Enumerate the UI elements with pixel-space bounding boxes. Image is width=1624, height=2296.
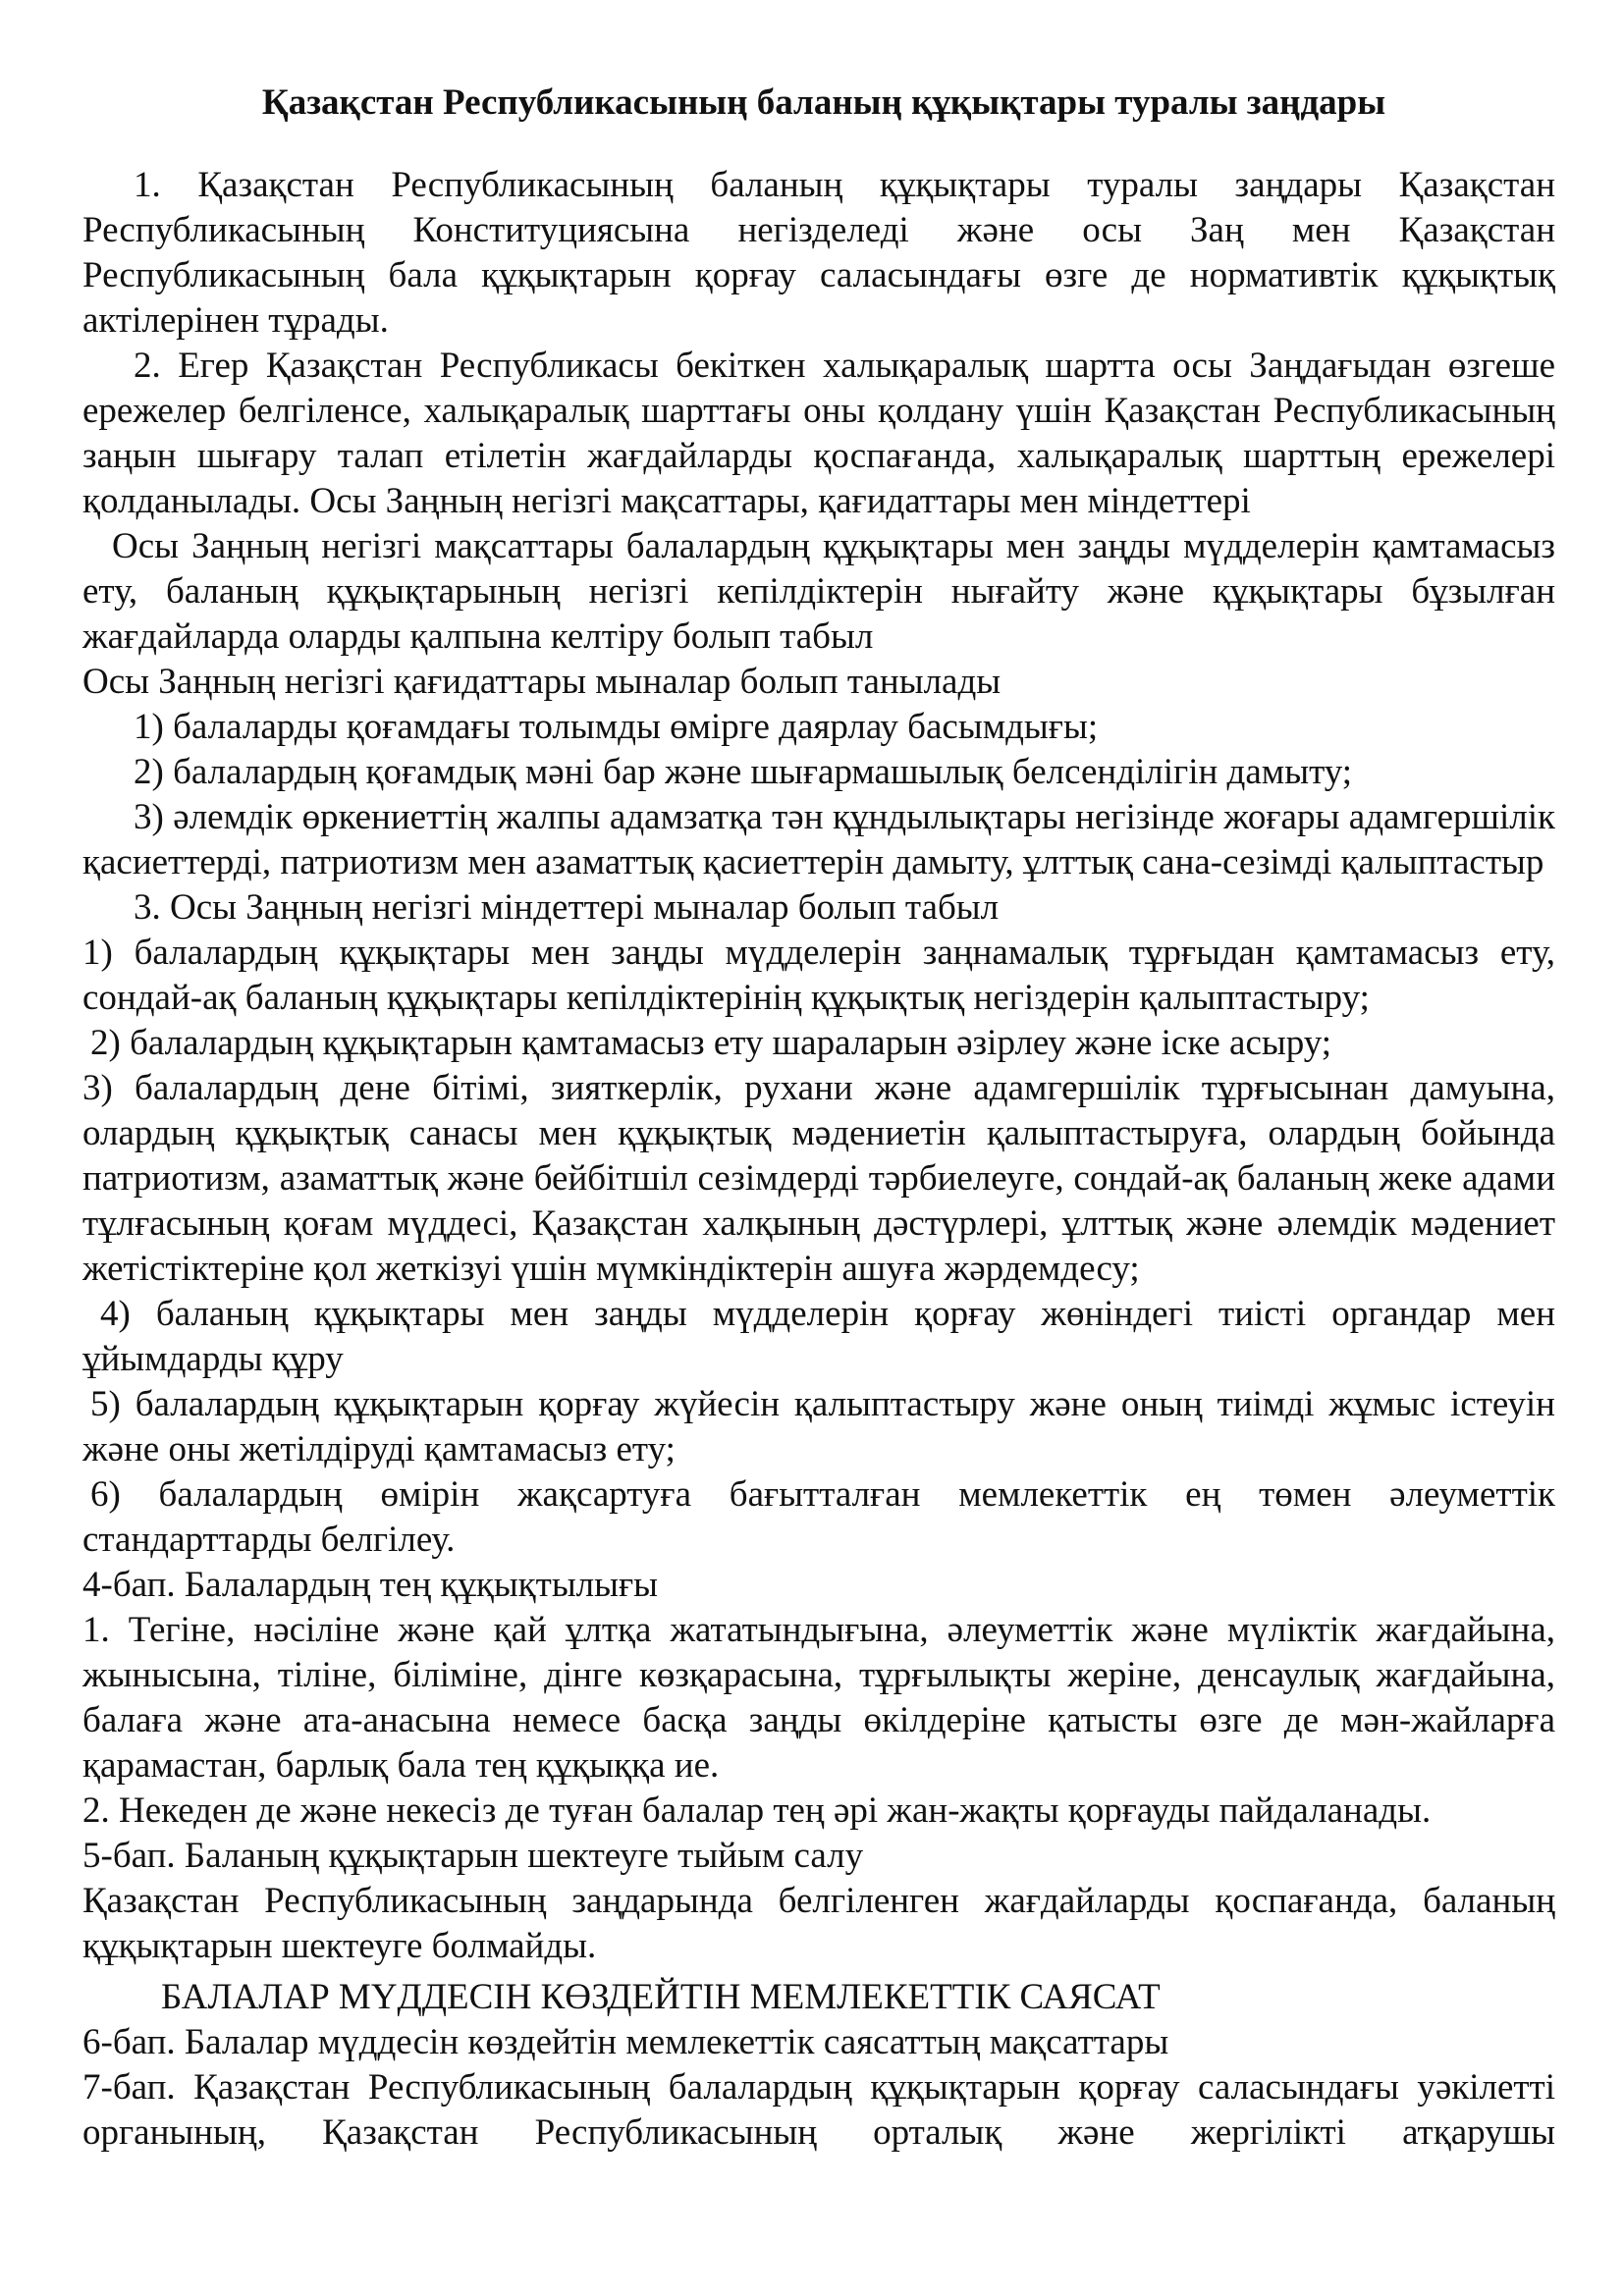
section-heading-state-policy: БАЛАЛАР МҮДДЕСІН КӨЗДЕЙТІН МЕМЛЕКЕТТІК САЯСАТ [161, 1977, 1161, 2017]
paragraph-3-tasks-intro: 3. Осы Заңның негізгі міндеттері мыналар болып табыл [134, 887, 1000, 928]
paragraph-goals: Осы Заңның негізгі мақсаттары балалардың құқықтары мен заңды мүдделерін қамтамасыз ету, баланың құқықтарының негізгі кепілдіктерін нығайту және құқықтары бұзылған жағдайларда оларды қалпына келтіру болып табыл [82, 526, 1555, 657]
article-7-heading: 7-бап. Қазақстан Республикасының балалардың құқықтарын қорғау саласындағы уәкілетті органының, Қазақстан Республикасының орталық және жергілікті атқарушы [82, 2067, 1555, 2153]
article-4-heading: 4-бап. Балалардың тең құқықтылығы [82, 1565, 659, 1605]
paragraph-1: 1. Қазақстан Республикасының баланың құқықтары туралы заңдары Қазақстан Республикасының Конституциясына негізделеді және осы Заң мен Қазақстан Республикасының бала құқықтарын қорғау саласындағы өзге де нормативтік құқықтық актілерінен тұрады. [82, 165, 1555, 341]
article-6-heading: 6-бап. Балалар мүддесін көздейтін мемлекеттік саясаттың мақсаттары [82, 2022, 1169, 2062]
article-4-paragraph-2: 2. Некеден де және некесіз де туған балалар тең әрі жан-жақты қорғауды пайдаланады. [82, 1790, 1432, 1831]
document-page [82, 80, 1555, 2156]
task-item-4: 4) баланың құқықтары мен заңды мүдделерін қорғау жөніндегі тиісті органдар мен ұйымдарды құру [82, 1294, 1555, 1379]
article-5-heading: 5-бап. Баланың құқықтарын шектеуге тыйым салу [82, 1836, 864, 1876]
document-title: Қазақстан Республикасының баланың құқықтары туралы заңдары [261, 82, 1386, 123]
task-item-3: 3) балалардың дене бітімі, зияткерлік, рухани және адамгершілік тұрғысынан дамуына, олардың құқықтық санасы мен құқықтық мәдениетін қалыптастыруға, олардың бойында патриотизм, азаматтық және бейбітшіл сезімдерді тәрбиелеуге, сондай-ақ баланың жеке адами тұлғасының қоғам мүддесі, Қазақстан халқының дәстүрлері, ұлттық және әлемдік мәдениет жетістіктеріне қол жеткізуі үшін мүмкіндіктерін ашуға жәрдемдесу; [82, 1068, 1555, 1289]
article-5-paragraph: Қазақстан Республикасының заңдарында белгіленген жағдайларды қоспағанда, баланың құқықтарын шектеуге болмайды. [82, 1881, 1555, 1966]
paragraph-2: 2. Егер Қазақстан Республикасы бекіткен халықаралық шартта осы Заңдағыдан өзгеше ережелер белгіленсе, халықаралық шарттағы оны қолдану үшін Қазақстан Республикасының заңын шығару талап етілетін жағдайларды қоспағанда, халықаралық шарттың ережелері қолданылады. Осы Заңның негізгі мақсаттары, қағидаттары мен міндеттері [82, 346, 1555, 521]
paragraph-principles-intro: Осы Заңның негізгі қағидаттары мыналар болып танылады [82, 662, 1001, 702]
task-item-6: 6) балалардың өмірін жақсартуға бағытталған мемлекеттік ең төмен әлеуметтік стандарттарды белгілеу. [82, 1474, 1555, 1560]
article-4-paragraph-1: 1. Тегіне, нәсіліне және қай ұлтқа жататындығына, әлеуметтік және мүліктік жағдайына, жынысына, тіліне, біліміне, дінге көзқарасына, тұрғылықты жеріне, денсаулық жағдайына, балаға және ата-анасына немесе басқа заңды өкілдеріне қатысты өзге де мән-жайларға қарамастан, барлық бала тең құқыққа ие. [82, 1610, 1555, 1786]
task-item-5: 5) балалардың құқықтарын қорғау жүйесін қалыптастыру және оның тиімді жұмыс істеуін және оны жетілдіруді қамтамасыз ету; [82, 1384, 1555, 1469]
principle-item-3: 3) әлемдік өркениеттің жалпы адамзатқа тән құндылықтары негізінде жоғары адамгершілік қасиеттерді, патриотизм мен азаматтық қасиеттерін дамыту, ұлттық сана-сезімді қалыптастыр [82, 797, 1555, 882]
task-item-1: 1) балалардың құқықтары мен заңды мүдделерін заңнамалық тұрғыдан қамтамасыз ету, сондай-ақ баланың құқықтары кепілдіктерінің құқықтық негіздерін қалыптастыру; [82, 933, 1555, 1018]
principle-item-2: 2) балалардың қоғамдық мәні бар және шығармашылық белсенділігін дамыту; [134, 752, 1353, 792]
principle-item-1: 1) балаларды қоғамдағы толымды өмірге даярлау басымдығы; [134, 707, 1099, 747]
task-item-2: 2) балалардың құқықтарын қамтамасыз ету шараларын әзірлеу және іске асыру; [90, 1023, 1332, 1063]
